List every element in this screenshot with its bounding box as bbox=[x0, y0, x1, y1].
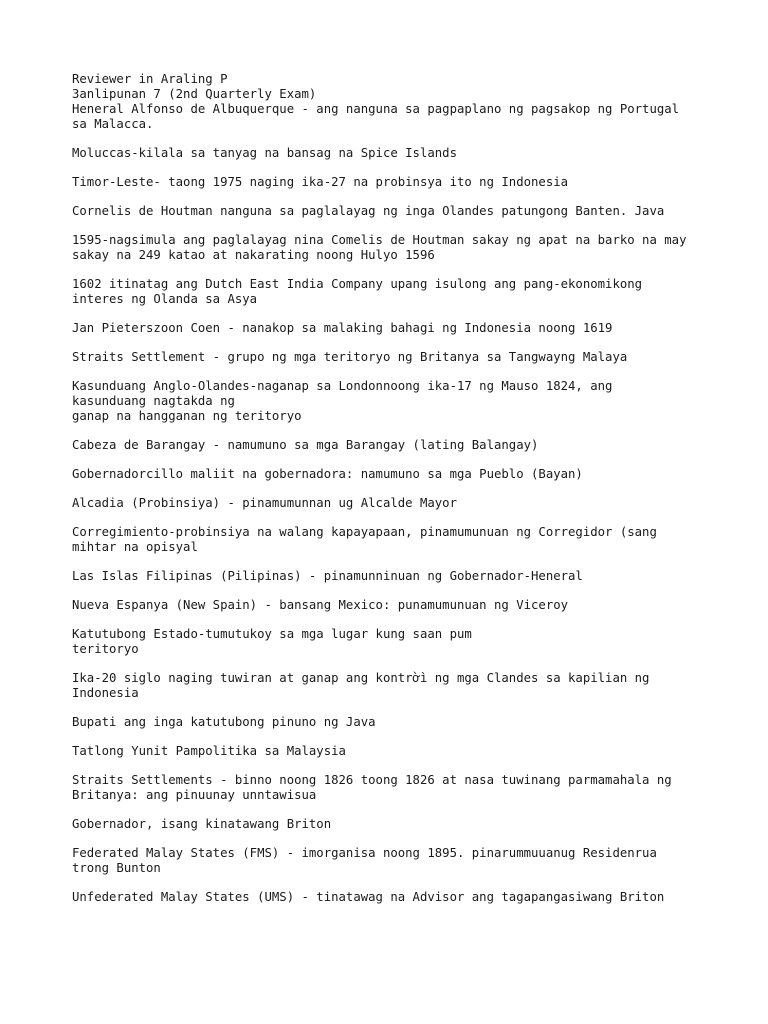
document-paragraph bbox=[72, 744, 722, 759]
text-line: 1602 itinatag ang Dutch East India Company upang isulong ang pang-ekonomikong bbox=[72, 277, 643, 291]
text-line: sakay na 249 katao at nakarating noong Hulyo 1596 bbox=[72, 248, 435, 262]
document-body bbox=[72, 146, 722, 905]
text-line: Gobernadorcillo maliit na gobernadora: namumuno sa mga Pueblo (Bayan) bbox=[72, 467, 583, 481]
document-paragraph bbox=[72, 817, 722, 832]
document-paragraph bbox=[72, 277, 722, 307]
document-paragraph bbox=[72, 671, 722, 701]
text-line: Gobernador, isang kinatawang Briton bbox=[72, 817, 332, 831]
text-line: Cabeza de Barangay - namumuno sa mga Barangay (lating Balangay) bbox=[72, 438, 539, 452]
document-page bbox=[72, 72, 722, 919]
document-paragraph bbox=[72, 438, 722, 453]
text-line: Jan Pieterszoon Coen - nanakop sa malaking bahagi ng Indonesia noong 1619 bbox=[72, 321, 613, 335]
document-paragraph bbox=[72, 175, 722, 190]
text-line: kasunduang nagtakda ng bbox=[72, 394, 235, 408]
text-line: Bupati ang inga katutubong pinuno ng Java bbox=[72, 715, 376, 729]
document-paragraph bbox=[72, 467, 722, 482]
document-title: Reviewer in Araling P bbox=[72, 72, 228, 86]
document-paragraph bbox=[72, 146, 722, 161]
document-paragraph bbox=[72, 715, 722, 730]
text-line: teritoryo bbox=[72, 642, 139, 656]
text-line: Katutubong Estado-tumutukoy sa mga lugar kung saan pum bbox=[72, 627, 472, 641]
text-line: sa Malacca. bbox=[72, 117, 154, 131]
document-paragraph bbox=[72, 233, 722, 263]
document-paragraph bbox=[72, 773, 722, 803]
text-line: Moluccas-kilala sa tanyag na bansag na Spice Islands bbox=[72, 146, 457, 160]
text-line: Heneral Alfonso de Albuquerque - ang nanguna sa pagpaplano ng pagsakop ng Portugal bbox=[72, 102, 680, 116]
document-paragraph bbox=[72, 525, 722, 555]
text-line: ganap na hangganan ng teritoryo bbox=[72, 409, 302, 423]
document-paragraph bbox=[72, 569, 722, 584]
document-paragraph bbox=[72, 598, 722, 613]
text-line: Federated Malay States (FMS) - imorganisa noong 1895. pinarummuuanug Residenrua bbox=[72, 846, 657, 860]
document-paragraph bbox=[72, 890, 722, 905]
text-line: Las Islas Filipinas (Pilipinas) - pinamunninuan ng Gobernador-Heneral bbox=[72, 569, 583, 583]
text-line: interes ng Olanda sa Asya bbox=[72, 292, 258, 306]
text-line: Cornelis de Houtman nanguna sa paglalayag ng inga Olandes patungong Banten. Java bbox=[72, 204, 665, 218]
document-header bbox=[72, 72, 722, 132]
document-paragraph bbox=[72, 627, 722, 657]
text-line: Nueva Espanya (New Spain) - bansang Mexico: punamumunuan ng Viceroy bbox=[72, 598, 569, 612]
document-subtitle: 3anlipunan 7 (2nd Quarterly Exam) bbox=[72, 87, 317, 101]
document-paragraph bbox=[72, 350, 722, 365]
document-paragraph bbox=[72, 379, 722, 424]
text-line: Kasunduang Anglo-Olandes-naganap sa Londonnoong ika-17 ng Mauso 1824, ang bbox=[72, 379, 613, 393]
text-line: Timor-Leste- taong 1975 naging ika-27 na probinsya ito ng Indonesia bbox=[72, 175, 569, 189]
text-line: Indonesia bbox=[72, 686, 139, 700]
document-paragraph bbox=[72, 321, 722, 336]
text-line: Alcadia (Probinsiya) - pinamumunnan ug Alcalde Mayor bbox=[72, 496, 457, 510]
document-paragraph bbox=[72, 204, 722, 219]
text-line: mihtar na opisyal bbox=[72, 540, 198, 554]
text-line: Straits Settlement - grupo ng mga teritoryo ng Britanya sa Tangwayng Malaya bbox=[72, 350, 628, 364]
text-line: Corregimiento-probinsiya na walang kapayapaan, pinamumunuan ng Corregidor (sang bbox=[72, 525, 657, 539]
text-line: Straits Settlements - binno noong 1826 toong 1826 at nasa tuwinang parmamahala ng bbox=[72, 773, 672, 787]
text-line: 1595-nagsimula ang paglalayag nina Comelis de Houtman sakay ng apat na barko na may bbox=[72, 233, 687, 247]
document-paragraph bbox=[72, 496, 722, 511]
text-line: trong Bunton bbox=[72, 861, 161, 875]
text-line: Tatlong Yunit Pampolitika sa Malaysia bbox=[72, 744, 346, 758]
text-line: Unfederated Malay States (UMS) - tinatawag na Advisor ang tagapangasiwang Briton bbox=[72, 890, 665, 904]
text-line: Britanya: ang pinuunay unntawisua bbox=[72, 788, 317, 802]
text-line: Ika-20 siglo naging tuwiran at ganap ang kontrờì ng mga Clandes sa kapilian ng bbox=[72, 671, 650, 685]
document-paragraph bbox=[72, 846, 722, 876]
